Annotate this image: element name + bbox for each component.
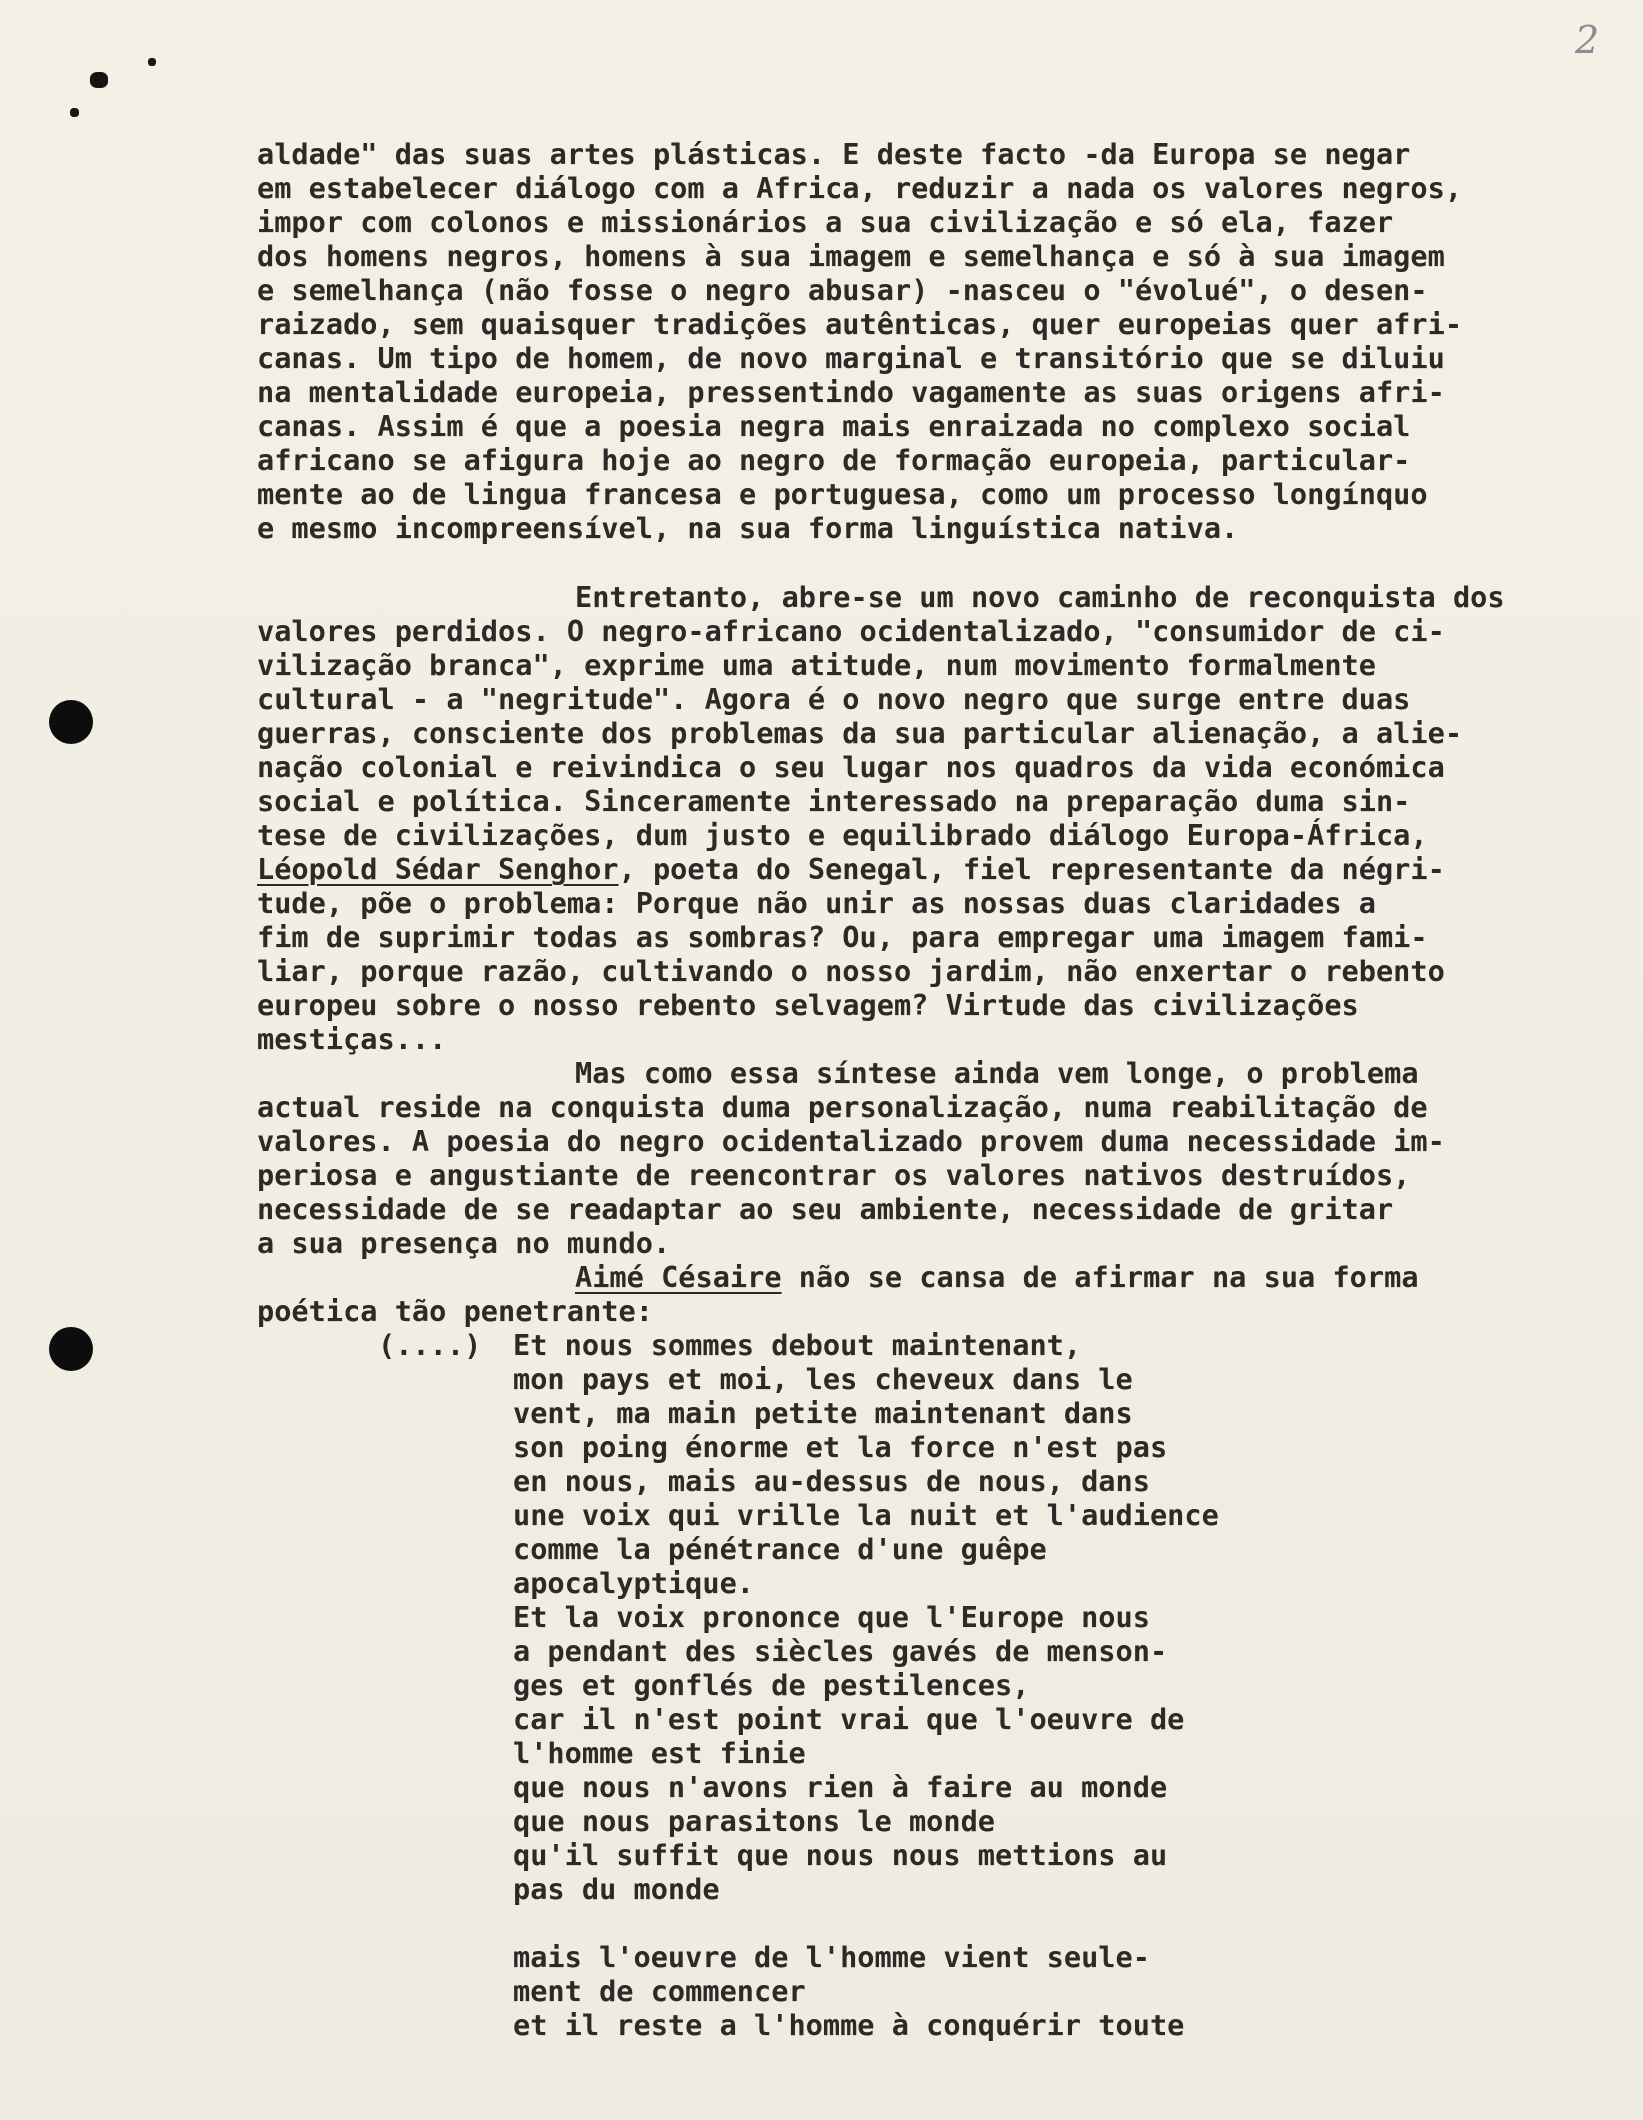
quote-line: apocalyptique.: [513, 1566, 755, 1600]
ink-speck: [70, 108, 79, 117]
quote-line: et il reste a l'homme à conquérir toute: [513, 2008, 1185, 2042]
text-line: impor com colonos e missionários a sua civilização e só ela, fazer: [257, 205, 1394, 239]
text-line: tude, põe o problema: Porque não unir as nossas duas claridades a: [257, 886, 1376, 920]
text-fragment: , poeta do Senegal, fiel representante da négri-: [618, 852, 1445, 886]
quote-line: son poing énorme et la force n'est pas: [513, 1430, 1168, 1464]
text-line: dos homens negros, homens à sua imagem e semelhança e só à sua imagem: [257, 239, 1445, 273]
punch-hole: [49, 1327, 93, 1371]
text-line: necessidade de se readaptar ao seu ambiente, necessidade de gritar: [257, 1192, 1394, 1226]
text-line: periosa e angustiante de reencontrar os valores nativos destruídos,: [257, 1158, 1411, 1192]
text-line: europeu sobre o nosso rebento selvagem? Virtude das civilizações: [257, 988, 1359, 1022]
quote-line: mais l'oeuvre de l'homme vient seule-: [513, 1940, 1150, 1974]
text-line: [575, 1260, 1419, 1294]
text-line: Entretanto, abre-se um novo caminho de reconquista dos: [575, 580, 1505, 614]
quote-line: qu'il suffit que nous nous mettions au: [513, 1838, 1168, 1872]
quote-line: l'homme est finie: [513, 1736, 806, 1770]
quote-line: car il n'est point vrai que l'oeuvre de: [513, 1702, 1185, 1736]
quote-line: Et nous sommes debout maintenant,: [513, 1328, 1082, 1362]
quote-line: en nous, mais au-dessus de nous, dans: [513, 1464, 1150, 1498]
text-line: [257, 852, 1445, 886]
text-line: canas. Assim é que a poesia negra mais enraizada no complexo social: [257, 409, 1411, 443]
quote-line: que nous n'avons rien à faire au monde: [513, 1770, 1168, 1804]
punch-hole: [49, 700, 93, 744]
text-line: guerras, consciente dos problemas da sua particular alienação, a alie-: [257, 716, 1463, 750]
ink-speck: [148, 58, 156, 66]
text-line: poética tão penetrante:: [257, 1294, 653, 1328]
text-line: e mesmo incompreensível, na sua forma linguística nativa.: [257, 511, 1239, 545]
quote-line: pas du monde: [513, 1872, 720, 1906]
ink-speck: [90, 72, 108, 88]
quote-line: a pendant des siècles gavés de menson-: [513, 1634, 1168, 1668]
quote-line: Et la voix prononce que l'Europe nous: [513, 1600, 1150, 1634]
text-line: africano se afigura hoje ao negro de formação europeia, particular-: [257, 443, 1411, 477]
text-fragment: não se cansa de afirmar na sua forma: [781, 1260, 1419, 1294]
text-line: liar, porque razão, cultivando o nosso jardim, não enxertar o rebento: [257, 954, 1445, 988]
quote-ellipsis: (....): [378, 1328, 482, 1362]
text-line: vilização branca", exprime uma atitude, num movimento formalmente: [257, 648, 1376, 682]
author-name-senghor: Léopold Sédar Senghor: [257, 852, 619, 886]
text-line: fim de suprimir todas as sombras? Ou, para empregar uma imagem fami-: [257, 920, 1428, 954]
text-line: canas. Um tipo de homem, de novo marginal e transitório que se diluiu: [257, 341, 1445, 375]
text-line: valores perdidos. O negro-africano ocidentalizado, "consumidor de ci-: [257, 614, 1445, 648]
author-name-cesaire: Aimé Césaire: [575, 1260, 782, 1294]
text-line: a sua presença no mundo.: [257, 1226, 671, 1260]
text-line: mente ao de lingua francesa e portuguesa, como um processo longínquo: [257, 477, 1428, 511]
quote-line: que nous parasitons le monde: [513, 1804, 996, 1838]
text-line: mestiças...: [257, 1022, 447, 1056]
quote-line: comme la pénétrance d'une guêpe: [513, 1532, 1047, 1566]
text-line: aldade" das suas artes plásticas. E deste facto -da Europa se negar: [257, 137, 1411, 171]
text-line: valores. A poesia do negro ocidentalizado provem duma necessidade im-: [257, 1124, 1445, 1158]
page-number: 2: [1575, 18, 1600, 62]
text-line: raizado, sem quaisquer tradições autênticas, quer europeias quer afri-: [257, 307, 1463, 341]
text-line: actual reside na conquista duma personalização, numa reabilitação de: [257, 1090, 1428, 1124]
text-line: em estabelecer diálogo com a Africa, reduzir a nada os valores negros,: [257, 171, 1463, 205]
text-line: cultural - a "negritude". Agora é o novo negro que surge entre duas: [257, 682, 1411, 716]
quote-line: mon pays et moi, les cheveux dans le: [513, 1362, 1133, 1396]
text-line: na mentalidade europeia, pressentindo vagamente as suas origens afri-: [257, 375, 1445, 409]
quote-line: une voix qui vrille la nuit et l'audience: [513, 1498, 1219, 1532]
quote-line: vent, ma main petite maintenant dans: [513, 1396, 1133, 1430]
text-line: nação colonial e reivindica o seu lugar nos quadros da vida económica: [257, 750, 1445, 784]
quote-line: ges et gonflés de pestilences,: [513, 1668, 1030, 1702]
text-line: e semelhança (não fosse o negro abusar) -nasceu o "évolué", o desen-: [257, 273, 1428, 307]
text-line: social e política. Sinceramente interessado na preparação duma sin-: [257, 784, 1411, 818]
text-line: tese de civilizações, dum justo e equilibrado diálogo Europa-África,: [257, 818, 1428, 852]
text-line: Mas como essa síntese ainda vem longe, o problema: [575, 1056, 1419, 1090]
quote-line: ment de commencer: [513, 1974, 806, 2008]
